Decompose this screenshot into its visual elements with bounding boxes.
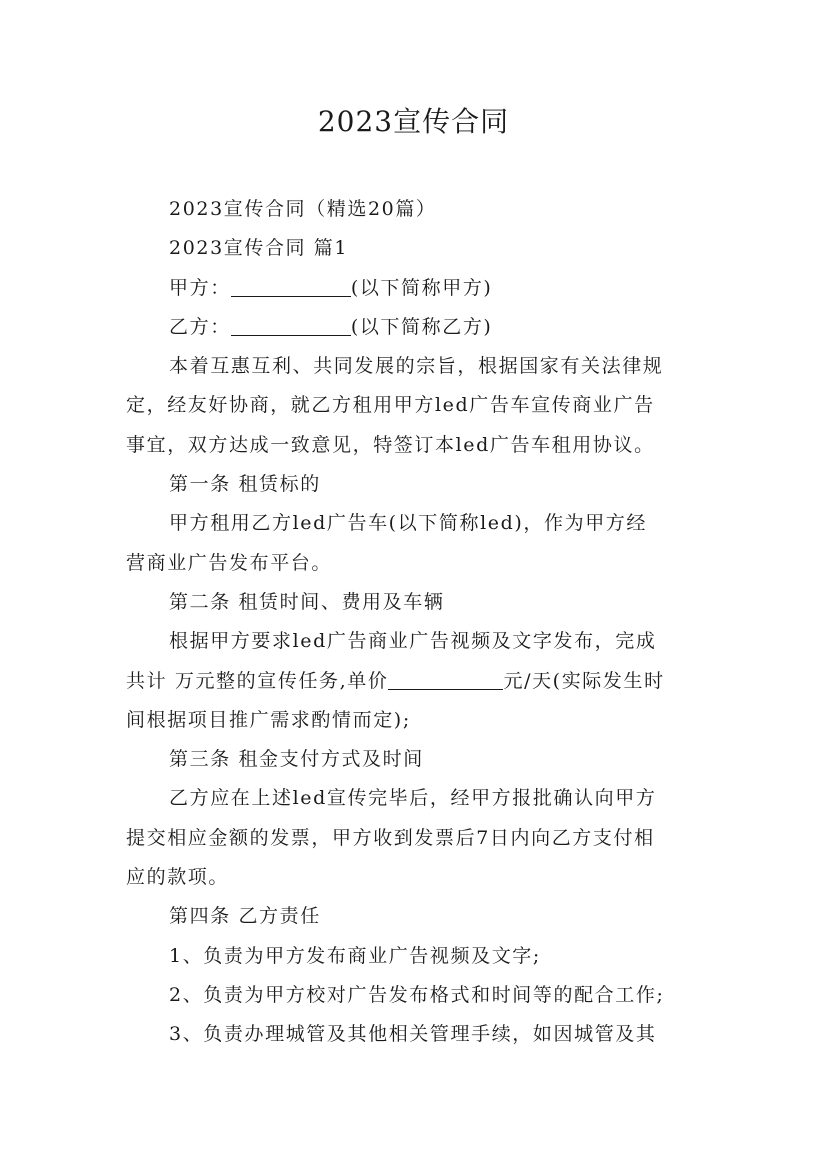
clause-3-text: 提交相应金额的发票，甲方收到发票后7日内向乙方支付相	[126, 826, 655, 849]
clause-2-text-after-blank: 元/天(实际发生时	[503, 669, 665, 692]
clause-3-heading: 第三条 租金支付方式及时间	[169, 748, 424, 771]
document-title: 2023宣传合同	[317, 105, 510, 138]
article-heading: 2023宣传合同 篇1	[169, 237, 349, 260]
document-subtitle: 2023宣传合同（精选20篇）	[169, 198, 437, 220]
clause-4-item: 2、负责为甲方校对广告发布格式和时间等的配合工作;	[169, 983, 665, 1006]
party-b-suffix: (以下简称乙方)	[350, 315, 493, 338]
preamble-line: 事宜，双方达成一致意见，特签订本led广告车租用协议。	[126, 433, 655, 456]
clause-2-text: 间根据项目推广需求酌情而定);	[126, 708, 411, 731]
document-body	[126, 190, 716, 1055]
clause-1-text: 营商业广告发布平台。	[126, 551, 333, 574]
clause-2-text-price	[126, 662, 716, 701]
clause-2-heading: 第二条 租赁时间、费用及车辆	[169, 590, 445, 613]
preamble-line: 定，经友好协商，就乙方租用甲方led广告车宣传商业广告	[126, 394, 655, 417]
clause-4-item: 1、负责为甲方发布商业广告视频及文字;	[169, 944, 541, 967]
party-b-label: 乙方：	[169, 315, 231, 338]
party-a-label: 甲方：	[169, 276, 231, 299]
clause-1-text: 甲方租用乙方led广告车(以下简称led)，作为甲方经	[169, 512, 647, 535]
clause-2-text: 根据甲方要求led广告商业广告视频及文字发布，完成	[169, 630, 657, 653]
clause-4-heading: 第四条 乙方责任	[169, 905, 321, 928]
clause-4-item: 3、负责办理城管及其他相关管理手续，如因城管及其	[169, 1023, 657, 1046]
party-b-blank	[231, 311, 351, 336]
clause-2-text-before-blank: 共计 万元整的宣传任务,单价	[126, 669, 389, 692]
clause-1-heading: 第一条 租赁标的	[169, 473, 321, 496]
clause-3-text: 乙方应在上述led宣传完毕后，经甲方报批确认向甲方	[169, 787, 657, 810]
party-b-line	[126, 308, 716, 347]
party-a-suffix: (以下简称甲方)	[350, 276, 493, 299]
party-a-blank	[231, 272, 351, 297]
preamble-line: 本着互惠互利、共同发展的宗旨，根据国家有关法律规	[169, 355, 664, 378]
unit-price-blank	[388, 665, 503, 690]
clause-3-text: 应的款项。	[126, 866, 230, 889]
party-a-line	[126, 269, 716, 308]
